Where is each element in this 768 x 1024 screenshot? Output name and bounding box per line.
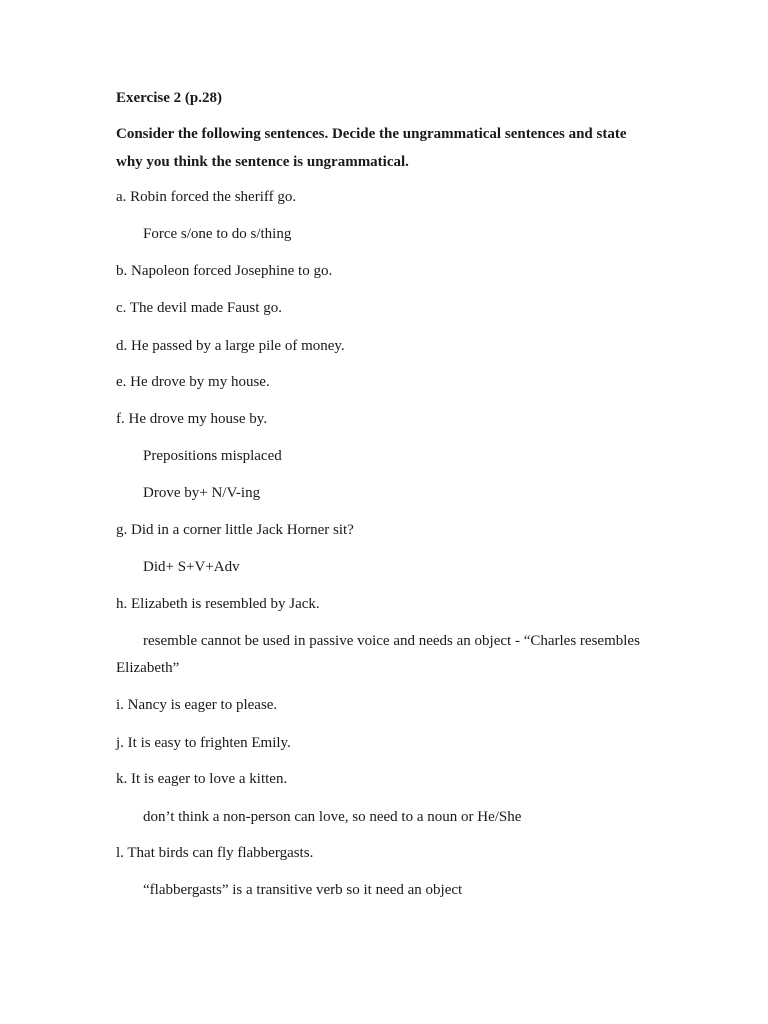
instructions-line-2: why you think the sentence is ungrammatical. (116, 154, 409, 170)
note-k: don’t think a non-person can love, so need to a noun or He/She (143, 809, 522, 825)
note-h-1: resemble cannot be used in passive voice and needs an object - “Charles resembles (143, 633, 640, 649)
sentence-a: a. Robin forced the sheriff go. (116, 189, 297, 205)
instructions-line-1: Consider the following sentences. Decide the ungrammatical sentences and state (116, 126, 627, 142)
sentence-d: d. He passed by a large pile of money. (116, 338, 345, 354)
sentence-j: j. It is easy to frighten Emily. (116, 735, 291, 751)
note-f-2: Drove by+ N/V-ing (143, 485, 261, 501)
note-h-2: Elizabeth” (116, 660, 180, 676)
sentence-b: b. Napoleon forced Josephine to go. (116, 263, 333, 279)
sentence-e: e. He drove by my house. (116, 374, 270, 390)
note-l: “flabbergasts” is a transitive verb so it need an object (143, 882, 463, 898)
sentence-i: i. Nancy is eager to please. (116, 697, 278, 713)
sentence-h: h. Elizabeth is resembled by Jack. (116, 596, 320, 612)
sentence-f: f. He drove my house by. (116, 411, 268, 427)
exercise-heading: Exercise 2 (p.28) (116, 90, 222, 106)
sentence-k: k. It is eager to love a kitten. (116, 771, 288, 787)
sentence-g: g. Did in a corner little Jack Horner sit? (116, 522, 354, 538)
note-a: Force s/one to do s/thing (143, 226, 292, 242)
note-f-1: Prepositions misplaced (143, 448, 282, 464)
sentence-c: c. The devil made Faust go. (116, 300, 282, 316)
sentence-l: l. That birds can fly flabbergasts. (116, 845, 314, 861)
note-g: Did+ S+V+Adv (143, 559, 240, 575)
